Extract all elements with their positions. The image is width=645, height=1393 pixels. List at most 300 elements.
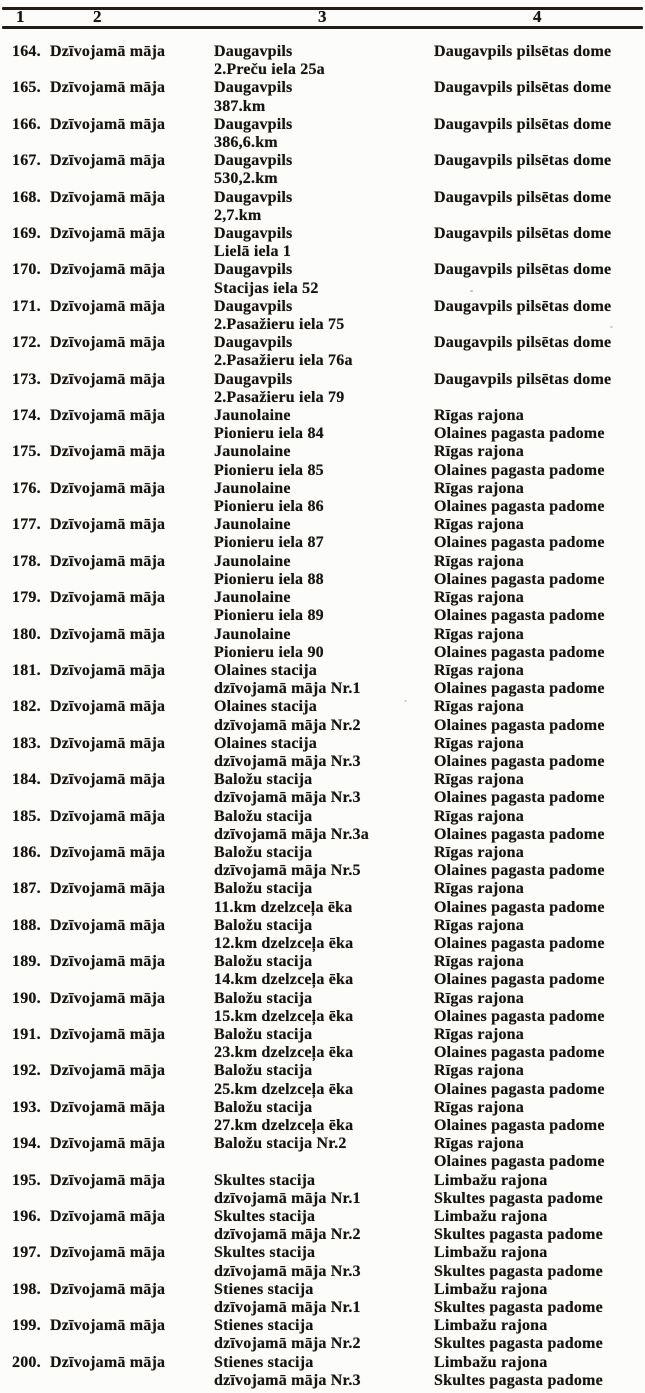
location-line-2: 23.km dzelzceļa ēka xyxy=(214,1044,354,1062)
table-row xyxy=(10,1208,645,1244)
object-location xyxy=(214,771,434,807)
object-location xyxy=(214,225,434,261)
object-location xyxy=(214,480,434,516)
row-number: 193. xyxy=(12,1098,41,1116)
row-number: 185. xyxy=(12,807,41,825)
owner-institution xyxy=(434,1135,645,1171)
location-line-1: Daugavpils xyxy=(214,225,293,243)
owner-line-2 xyxy=(434,98,645,116)
owner-line-2 xyxy=(434,280,645,298)
owner-line-2: Olaines pagasta padome xyxy=(434,570,605,588)
object-location xyxy=(214,43,434,79)
owner-line-2 xyxy=(434,243,645,261)
row-number: 199. xyxy=(12,1317,41,1335)
owner-line-2: Skultes pagasta padome xyxy=(434,1335,603,1353)
object-type: Dzīvojamā māja xyxy=(50,479,166,497)
owner-institution xyxy=(434,407,645,443)
table-row xyxy=(10,990,645,1026)
object-location xyxy=(214,1244,434,1280)
location-line-2: dzīvojamā māja Nr.1 xyxy=(214,1299,361,1317)
location-line-1: Jaunolaine xyxy=(214,443,291,461)
object-type: Dzīvojamā māja xyxy=(50,1135,166,1153)
table-row xyxy=(10,953,645,989)
owner-line-2: Olaines pagasta padome xyxy=(434,716,605,734)
owner-line-2 xyxy=(434,352,645,370)
object-type: Dzīvojamā māja xyxy=(50,661,166,679)
owner-institution xyxy=(434,371,645,407)
owner-institution xyxy=(434,1354,645,1390)
owner-line-1: Limbažu rajona xyxy=(434,1280,548,1298)
row-number: 184. xyxy=(12,771,41,789)
location-line-2: 2.Pasažieru iela 76a xyxy=(214,352,353,370)
location-line-1: Olaines stacija xyxy=(214,734,317,752)
object-type: Dzīvojamā māja xyxy=(50,1244,166,1262)
object-type: Dzīvojamā māja xyxy=(50,552,166,570)
location-line-1: Baložu stacija xyxy=(214,1098,313,1116)
owner-institution xyxy=(434,116,645,152)
location-line-1: Baložu stacija xyxy=(214,880,313,898)
table-row xyxy=(10,225,645,261)
table-row xyxy=(10,1026,645,1062)
owner-line-1: Rīgas rajona xyxy=(434,625,524,643)
row-number: 164. xyxy=(12,43,41,60)
row-number: 189. xyxy=(12,953,41,971)
column-header-1: 1 xyxy=(16,7,25,26)
location-line-1: Daugavpils xyxy=(214,334,293,352)
location-line-1: Jaunolaine xyxy=(214,407,291,425)
location-line-2: 15.km dzelzceļa ēka xyxy=(214,1007,354,1025)
object-location xyxy=(214,1135,434,1171)
location-line-1: Skultes stacija xyxy=(214,1171,316,1189)
owner-institution xyxy=(434,334,645,370)
table-row xyxy=(10,152,645,188)
location-line-2: dzīvojamā māja Nr.3a xyxy=(214,825,369,843)
object-location xyxy=(214,1354,434,1390)
owner-institution xyxy=(434,443,645,479)
location-line-1: Jaunolaine xyxy=(214,552,291,570)
location-line-1: Skultes stacija xyxy=(214,1244,316,1262)
owner-line-2: Olaines pagasta padome xyxy=(434,752,605,770)
object-location xyxy=(214,189,434,225)
table-row xyxy=(10,626,645,662)
table-row xyxy=(10,116,645,152)
row-number: 188. xyxy=(12,916,41,934)
object-type: Dzīvojamā māja xyxy=(50,771,166,789)
object-type: Dzīvojamā māja xyxy=(50,698,166,716)
object-type: Dzīvojamā māja xyxy=(50,370,166,388)
row-number: 173. xyxy=(12,370,41,388)
location-line-2: dzīvojamā māja Nr.1 xyxy=(214,680,361,698)
owner-line-2: Skultes pagasta padome xyxy=(434,1299,603,1317)
owner-line-1: Limbažu rajona xyxy=(434,1244,548,1262)
table-row xyxy=(10,261,645,297)
location-line-2: Pionieru iela 85 xyxy=(214,461,324,479)
owner-institution xyxy=(434,808,645,844)
owner-line-1: Rīgas rajona xyxy=(434,1025,524,1043)
object-type: Dzīvojamā māja xyxy=(50,843,166,861)
object-type: Dzīvojamā māja xyxy=(50,807,166,825)
table-row xyxy=(10,808,645,844)
location-line-1: Baložu stacija xyxy=(214,807,313,825)
table-row xyxy=(10,189,645,225)
object-location xyxy=(214,953,434,989)
object-location xyxy=(214,990,434,1026)
location-line-2: Pionieru iela 89 xyxy=(214,607,324,625)
location-line-1: Daugavpils xyxy=(214,261,293,279)
owner-line-1: Rīgas rajona xyxy=(434,1062,524,1080)
owner-institution xyxy=(434,917,645,953)
location-line-2: 386,6.km xyxy=(214,134,278,152)
owner-institution xyxy=(434,953,645,989)
owner-line-1: Rīgas rajona xyxy=(434,843,524,861)
location-line-1: Daugavpils xyxy=(214,370,293,388)
object-type: Dzīvojamā māja xyxy=(50,1317,166,1335)
owner-line-1: Rīgas rajona xyxy=(434,1135,524,1153)
object-type: Dzīvojamā māja xyxy=(50,297,166,315)
object-location xyxy=(214,298,434,334)
row-number: 174. xyxy=(12,407,41,425)
location-line-2: 2.Preču iela 25a xyxy=(214,61,325,79)
object-location xyxy=(214,1062,434,1098)
row-number: 179. xyxy=(12,589,41,607)
owner-line-2 xyxy=(434,316,645,334)
location-line-2: Lielā iela 1 xyxy=(214,243,292,261)
table-row xyxy=(10,553,645,589)
owner-line-1: Daugavpils pilsētas dome xyxy=(434,297,612,315)
row-number: 169. xyxy=(12,225,41,243)
owner-institution xyxy=(434,553,645,589)
object-location xyxy=(214,261,434,297)
owner-line-2: Skultes pagasta padome xyxy=(434,1226,603,1244)
row-number: 190. xyxy=(12,989,41,1007)
owner-institution xyxy=(434,990,645,1026)
column-header-3: 3 xyxy=(318,7,327,26)
owner-line-2 xyxy=(434,389,645,407)
table-row xyxy=(10,1062,645,1098)
object-location xyxy=(214,844,434,880)
table-row xyxy=(10,880,645,916)
object-location xyxy=(214,808,434,844)
owner-line-1: Rīgas rajona xyxy=(434,698,524,716)
row-number: 195. xyxy=(12,1171,41,1189)
owner-line-1: Rīgas rajona xyxy=(434,916,524,934)
owner-line-1: Rīgas rajona xyxy=(434,661,524,679)
location-line-1: Baložu stacija xyxy=(214,843,313,861)
object-type: Dzīvojamā māja xyxy=(50,79,166,97)
location-line-1: Jaunolaine xyxy=(214,589,291,607)
location-line-1: Baložu stacija xyxy=(214,953,313,971)
object-type: Dzīvojamā māja xyxy=(50,589,166,607)
location-line-2: dzīvojamā māja Nr.2 xyxy=(214,716,361,734)
owner-institution xyxy=(434,79,645,115)
object-location xyxy=(214,443,434,479)
location-line-1: Baložu stacija xyxy=(214,916,313,934)
location-line-1: Stienes stacija xyxy=(214,1353,314,1371)
location-line-1: Stienes stacija xyxy=(214,1317,314,1335)
location-line-1: Daugavpils xyxy=(214,188,293,206)
object-type: Dzīvojamā māja xyxy=(50,334,166,352)
object-type: Dzīvojamā māja xyxy=(50,1353,166,1371)
object-location xyxy=(214,1281,434,1317)
owner-institution xyxy=(434,735,645,771)
location-line-2: dzīvojamā māja Nr.3 xyxy=(214,752,361,770)
location-line-2: Pionieru iela 90 xyxy=(214,643,324,661)
object-location xyxy=(214,1026,434,1062)
owner-institution xyxy=(434,1281,645,1317)
owner-line-1: Daugavpils pilsētas dome xyxy=(434,79,612,97)
location-line-1: Jaunolaine xyxy=(214,479,291,497)
object-type: Dzīvojamā māja xyxy=(50,734,166,752)
object-type: Dzīvojamā māja xyxy=(50,1025,166,1043)
owner-line-1: Rīgas rajona xyxy=(434,479,524,497)
owner-line-1: Daugavpils pilsētas dome xyxy=(434,261,612,279)
row-number: 200. xyxy=(12,1353,41,1371)
object-location xyxy=(214,880,434,916)
location-line-2: 387.km xyxy=(214,97,266,115)
row-number: 172. xyxy=(12,334,41,352)
object-type: Dzīvojamā māja xyxy=(50,261,166,279)
owner-line-2: Olaines pagasta padome xyxy=(434,862,605,880)
row-number: 167. xyxy=(12,152,41,170)
object-location xyxy=(214,79,434,115)
owner-institution xyxy=(434,261,645,297)
object-location xyxy=(214,735,434,771)
owner-institution xyxy=(434,225,645,261)
owner-line-1: Rīgas rajona xyxy=(434,407,524,425)
location-line-1: Daugavpils xyxy=(214,79,293,97)
row-number: 183. xyxy=(12,734,41,752)
owner-line-2: Olaines pagasta padome xyxy=(434,607,605,625)
owner-line-1: Limbažu rajona xyxy=(434,1353,548,1371)
location-line-1: Baložu stacija xyxy=(214,989,313,1007)
owner-line-1: Daugavpils pilsētas dome xyxy=(434,188,612,206)
owner-institution xyxy=(434,516,645,552)
table-row xyxy=(10,771,645,807)
object-type: Dzīvojamā māja xyxy=(50,1208,166,1225)
object-type: Dzīvojamā māja xyxy=(50,1171,166,1189)
object-type: Dzīvojamā māja xyxy=(50,989,166,1007)
row-number: 181. xyxy=(12,661,41,679)
owner-line-2: Olaines pagasta padome xyxy=(434,1007,605,1025)
owner-line-1: Daugavpils pilsētas dome xyxy=(434,152,612,170)
header-bottom-rule xyxy=(2,26,643,29)
owner-line-2: Olaines pagasta padome xyxy=(434,934,605,952)
object-location xyxy=(214,1208,434,1244)
location-line-2: Pionieru iela 87 xyxy=(214,534,324,552)
object-location xyxy=(214,698,434,734)
owner-line-2: Olaines pagasta padome xyxy=(434,425,605,443)
owner-institution xyxy=(434,1062,645,1098)
object-type: Dzīvojamā māja xyxy=(50,152,166,170)
object-type: Dzīvojamā māja xyxy=(50,1280,166,1298)
object-type: Dzīvojamā māja xyxy=(50,1098,166,1116)
object-location xyxy=(214,334,434,370)
row-number: 165. xyxy=(12,79,41,97)
location-line-2: dzīvojamā māja Nr.3 xyxy=(214,789,361,807)
owner-line-2 xyxy=(434,61,645,79)
table-row xyxy=(10,1244,645,1280)
owner-line-1: Rīgas rajona xyxy=(434,953,524,971)
object-location xyxy=(214,152,434,188)
table-row xyxy=(10,334,645,370)
location-line-2: 27.km dzelzceļa ēka xyxy=(214,1116,354,1134)
object-type: Dzīvojamā māja xyxy=(50,1062,166,1080)
owner-institution xyxy=(434,771,645,807)
owner-line-1: Limbažu rajona xyxy=(434,1317,548,1335)
owner-line-1: Daugavpils pilsētas dome xyxy=(434,225,612,243)
owner-line-2: Olaines pagasta padome xyxy=(434,1116,605,1134)
object-location xyxy=(214,553,434,589)
object-type: Dzīvojamā māja xyxy=(50,916,166,934)
location-line-2: Pionieru iela 88 xyxy=(214,570,324,588)
table-row xyxy=(10,43,645,79)
location-line-2: 2.Pasažieru iela 75 xyxy=(214,316,345,334)
owner-line-2: Olaines pagasta padome xyxy=(434,534,605,552)
location-line-2: Pionieru iela 86 xyxy=(214,498,324,516)
owner-line-2 xyxy=(434,170,645,188)
table-row xyxy=(10,407,645,443)
object-type: Dzīvojamā māja xyxy=(50,407,166,425)
location-line-2: 14.km dzelzceļa ēka xyxy=(214,971,354,989)
table-row xyxy=(10,1172,645,1208)
object-location xyxy=(214,516,434,552)
location-line-2: 2,7.km xyxy=(214,206,262,224)
row-number: 186. xyxy=(12,843,41,861)
object-location xyxy=(214,371,434,407)
owner-line-1: Rīgas rajona xyxy=(434,771,524,789)
owner-institution xyxy=(434,1244,645,1280)
owner-line-2 xyxy=(434,207,645,225)
table-row xyxy=(10,298,645,334)
location-line-1: Olaines stacija xyxy=(214,698,317,716)
location-line-2: 2.Pasažieru iela 79 xyxy=(214,388,345,406)
owner-line-1: Daugavpils pilsētas dome xyxy=(434,334,612,352)
location-line-2: 25.km dzelzceļa ēka xyxy=(214,1080,354,1098)
row-number: 166. xyxy=(12,115,41,133)
table-body xyxy=(0,38,645,1390)
location-line-1: Daugavpils xyxy=(214,297,293,315)
owner-line-2: Olaines pagasta padome xyxy=(434,1044,605,1062)
location-line-1: Daugavpils xyxy=(214,152,293,170)
object-location xyxy=(214,116,434,152)
row-number: 175. xyxy=(12,443,41,461)
owner-line-2 xyxy=(434,134,645,152)
owner-institution xyxy=(434,626,645,662)
object-type: Dzīvojamā māja xyxy=(50,625,166,643)
table-row xyxy=(10,844,645,880)
owner-institution xyxy=(434,298,645,334)
object-location xyxy=(214,626,434,662)
table-row xyxy=(10,1099,645,1135)
owner-line-2: Olaines pagasta padome xyxy=(434,643,605,661)
owner-institution xyxy=(434,189,645,225)
table-row xyxy=(10,589,645,625)
owner-line-1: Rīgas rajona xyxy=(434,807,524,825)
location-line-2: dzīvojamā māja Nr.3 xyxy=(214,1262,361,1280)
object-type: Dzīvojamā māja xyxy=(50,43,166,60)
table-row xyxy=(10,698,645,734)
column-header-2: 2 xyxy=(93,7,102,26)
location-line-2: dzīvojamā māja Nr.1 xyxy=(214,1189,361,1207)
object-location xyxy=(214,589,434,625)
location-line-2: 530,2.km xyxy=(214,170,278,188)
location-line-1: Jaunolaine xyxy=(214,625,291,643)
row-number: 182. xyxy=(12,698,41,716)
owner-line-1: Rīgas rajona xyxy=(434,1098,524,1116)
location-line-2: dzīvojamā māja Nr.2 xyxy=(214,1335,361,1353)
row-number: 170. xyxy=(12,261,41,279)
table-row xyxy=(10,917,645,953)
object-type: Dzīvojamā māja xyxy=(50,880,166,898)
row-number: 198. xyxy=(12,1280,41,1298)
location-line-2: Stacijas iela 52 xyxy=(214,279,319,297)
owner-line-1: Rīgas rajona xyxy=(434,552,524,570)
owner-line-2: Olaines pagasta padome xyxy=(434,680,605,698)
owner-line-2: Olaines pagasta padome xyxy=(434,1153,605,1171)
owner-line-2: Olaines pagasta padome xyxy=(434,898,605,916)
row-number: 171. xyxy=(12,297,41,315)
table-row xyxy=(10,79,645,115)
owner-line-1: Daugavpils pilsētas dome xyxy=(434,370,612,388)
row-number: 176. xyxy=(12,479,41,497)
owner-line-1: Daugavpils pilsētas dome xyxy=(434,115,612,133)
owner-institution xyxy=(434,589,645,625)
table-row xyxy=(10,1317,645,1353)
table-row xyxy=(10,735,645,771)
object-location xyxy=(214,407,434,443)
table-row xyxy=(10,516,645,552)
location-line-2: dzīvojamā māja Nr.3 xyxy=(214,1371,361,1389)
row-number: 187. xyxy=(12,880,41,898)
table-row xyxy=(10,1354,645,1390)
owner-line-2: Olaines pagasta padome xyxy=(434,789,605,807)
row-number: 192. xyxy=(12,1062,41,1080)
location-line-2: 11.km dzelzceļa ēka xyxy=(214,898,353,916)
object-location xyxy=(214,662,434,698)
location-line-2 xyxy=(214,1153,434,1171)
owner-institution xyxy=(434,698,645,734)
row-number: 180. xyxy=(12,625,41,643)
location-line-1: Daugavpils xyxy=(214,43,293,60)
table-row xyxy=(10,662,645,698)
location-line-1: Baložu stacija Nr.2 xyxy=(214,1135,347,1153)
owner-line-1: Rīgas rajona xyxy=(434,516,524,534)
location-line-1: Baložu stacija xyxy=(214,1025,313,1043)
owner-line-1: Daugavpils pilsētas dome xyxy=(434,43,612,60)
owner-institution xyxy=(434,43,645,79)
table-header xyxy=(0,0,645,38)
owner-institution xyxy=(434,662,645,698)
owner-line-2: Olaines pagasta padome xyxy=(434,825,605,843)
column-header-4: 4 xyxy=(533,7,542,26)
owner-line-2: Skultes pagasta padome xyxy=(434,1262,603,1280)
table-row xyxy=(10,480,645,516)
scan-noise xyxy=(470,290,473,292)
owner-line-1: Rīgas rajona xyxy=(434,880,524,898)
table-row xyxy=(10,371,645,407)
location-line-2: 12.km dzelzceļa ēka xyxy=(214,934,354,952)
owner-institution xyxy=(434,1099,645,1135)
owner-institution xyxy=(434,1317,645,1353)
owner-line-1: Rīgas rajona xyxy=(434,734,524,752)
owner-line-1: Limbažu rajona xyxy=(434,1208,548,1225)
object-type: Dzīvojamā māja xyxy=(50,188,166,206)
object-location xyxy=(214,1317,434,1353)
object-type: Dzīvojamā māja xyxy=(50,953,166,971)
owner-line-2: Olaines pagasta padome xyxy=(434,971,605,989)
row-number: 196. xyxy=(12,1208,41,1225)
location-line-1: Jaunolaine xyxy=(214,516,291,534)
